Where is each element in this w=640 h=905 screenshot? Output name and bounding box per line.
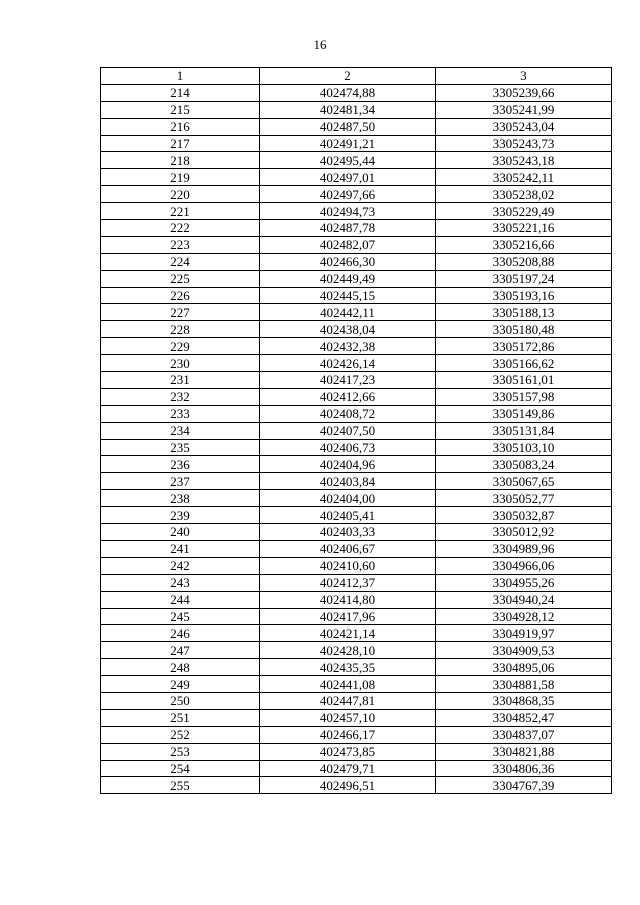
- point-number-cell: 229: [101, 338, 260, 355]
- x-coordinate-cell: 402449,49: [260, 270, 436, 287]
- y-coordinate-cell: 3305193,16: [436, 287, 612, 304]
- y-coordinate-cell: 3305131,84: [436, 422, 612, 439]
- table-row: [101, 388, 612, 405]
- table-row: [101, 591, 612, 608]
- table-row: [101, 760, 612, 777]
- point-number-cell: 233: [101, 405, 260, 422]
- y-coordinate-cell: 3305221,16: [436, 220, 612, 237]
- table-row: [101, 574, 612, 591]
- y-coordinate-cell: 3305103,10: [436, 439, 612, 456]
- table-row: [101, 372, 612, 389]
- point-number-cell: 220: [101, 186, 260, 203]
- x-coordinate-cell: 402412,66: [260, 388, 436, 405]
- x-coordinate-cell: 402435,35: [260, 659, 436, 676]
- point-number-cell: 222: [101, 220, 260, 237]
- y-coordinate-cell: 3304767,39: [436, 777, 612, 794]
- x-coordinate-cell: 402497,01: [260, 169, 436, 186]
- x-coordinate-cell: 402403,33: [260, 524, 436, 541]
- table-row: [101, 659, 612, 676]
- y-coordinate-cell: 3304928,12: [436, 608, 612, 625]
- y-coordinate-cell: 3305238,02: [436, 186, 612, 203]
- point-number-cell: 242: [101, 557, 260, 574]
- table-row: [101, 304, 612, 321]
- y-coordinate-cell: 3304989,96: [436, 540, 612, 557]
- point-number-cell: 247: [101, 642, 260, 659]
- table-row: [101, 777, 612, 794]
- table-row: [101, 524, 612, 541]
- x-coordinate-cell: 402405,41: [260, 507, 436, 524]
- table-row: [101, 270, 612, 287]
- point-number-cell: 243: [101, 574, 260, 591]
- point-number-cell: 228: [101, 321, 260, 338]
- table-row: [101, 608, 612, 625]
- point-number-cell: 244: [101, 591, 260, 608]
- x-coordinate-cell: 402447,81: [260, 692, 436, 709]
- y-coordinate-cell: 3305157,98: [436, 388, 612, 405]
- table-row: [101, 709, 612, 726]
- y-coordinate-cell: 3304955,26: [436, 574, 612, 591]
- table-row: [101, 287, 612, 304]
- x-coordinate-cell: 402496,51: [260, 777, 436, 794]
- point-number-cell: 240: [101, 524, 260, 541]
- point-number-cell: 255: [101, 777, 260, 794]
- point-number-cell: 249: [101, 676, 260, 693]
- y-coordinate-cell: 3304821,88: [436, 743, 612, 760]
- x-coordinate-cell: 402466,30: [260, 253, 436, 270]
- point-number-cell: 230: [101, 355, 260, 372]
- x-coordinate-cell: 402494,73: [260, 203, 436, 220]
- point-number-cell: 237: [101, 473, 260, 490]
- table-row: [101, 456, 612, 473]
- point-number-cell: 241: [101, 540, 260, 557]
- x-coordinate-cell: 402487,78: [260, 220, 436, 237]
- point-number-cell: 221: [101, 203, 260, 220]
- x-coordinate-cell: 402491,21: [260, 135, 436, 152]
- table-row: [101, 625, 612, 642]
- x-coordinate-cell: 402404,96: [260, 456, 436, 473]
- y-coordinate-cell: 3305083,24: [436, 456, 612, 473]
- x-coordinate-cell: 402438,04: [260, 321, 436, 338]
- table-body: [101, 84, 612, 793]
- table-row: [101, 253, 612, 270]
- x-coordinate-cell: 402421,14: [260, 625, 436, 642]
- y-coordinate-cell: 3304909,53: [436, 642, 612, 659]
- y-coordinate-cell: 3305243,18: [436, 152, 612, 169]
- table-row: [101, 186, 612, 203]
- y-coordinate-cell: 3305172,86: [436, 338, 612, 355]
- y-coordinate-cell: 3305239,66: [436, 84, 612, 101]
- x-coordinate-cell: 402445,15: [260, 287, 436, 304]
- y-coordinate-cell: 3305032,87: [436, 507, 612, 524]
- table-row: [101, 642, 612, 659]
- point-number-cell: 231: [101, 372, 260, 389]
- point-number-cell: 252: [101, 726, 260, 743]
- table-row: [101, 152, 612, 169]
- table-row: [101, 84, 612, 101]
- x-coordinate-cell: 402404,00: [260, 490, 436, 507]
- point-number-cell: 235: [101, 439, 260, 456]
- table-row: [101, 135, 612, 152]
- y-coordinate-cell: 3305216,66: [436, 236, 612, 253]
- table-row: [101, 743, 612, 760]
- x-coordinate-cell: 402479,71: [260, 760, 436, 777]
- x-coordinate-cell: 402457,10: [260, 709, 436, 726]
- point-number-cell: 223: [101, 236, 260, 253]
- coordinates-table: [100, 67, 612, 794]
- point-number-cell: 215: [101, 101, 260, 118]
- table-row: [101, 355, 612, 372]
- table-row: [101, 405, 612, 422]
- y-coordinate-cell: 3305242,11: [436, 169, 612, 186]
- x-coordinate-cell: 402497,66: [260, 186, 436, 203]
- point-number-cell: 234: [101, 422, 260, 439]
- column-header: 3: [436, 68, 612, 85]
- y-coordinate-cell: 3305012,92: [436, 524, 612, 541]
- point-number-cell: 225: [101, 270, 260, 287]
- x-coordinate-cell: 402482,07: [260, 236, 436, 253]
- table-row: [101, 101, 612, 118]
- point-number-cell: 238: [101, 490, 260, 507]
- table-row: [101, 676, 612, 693]
- x-coordinate-cell: 402481,34: [260, 101, 436, 118]
- y-coordinate-cell: 3305208,88: [436, 253, 612, 270]
- point-number-cell: 254: [101, 760, 260, 777]
- table-row: [101, 692, 612, 709]
- x-coordinate-cell: 402408,72: [260, 405, 436, 422]
- column-header: 1: [101, 68, 260, 85]
- x-coordinate-cell: 402403,84: [260, 473, 436, 490]
- point-number-cell: 245: [101, 608, 260, 625]
- y-coordinate-cell: 3305243,04: [436, 118, 612, 135]
- page-number: 16: [313, 37, 327, 52]
- table-row: [101, 473, 612, 490]
- x-coordinate-cell: 402410,60: [260, 557, 436, 574]
- y-coordinate-cell: 3305243,73: [436, 135, 612, 152]
- table-row: [101, 169, 612, 186]
- point-number-cell: 239: [101, 507, 260, 524]
- y-coordinate-cell: 3305067,65: [436, 473, 612, 490]
- x-coordinate-cell: 402473,85: [260, 743, 436, 760]
- y-coordinate-cell: 3304881,58: [436, 676, 612, 693]
- x-coordinate-cell: 402466,17: [260, 726, 436, 743]
- table-row: [101, 321, 612, 338]
- y-coordinate-cell: 3305188,13: [436, 304, 612, 321]
- y-coordinate-cell: 3305161,01: [436, 372, 612, 389]
- y-coordinate-cell: 3304868,35: [436, 692, 612, 709]
- table-row: [101, 118, 612, 135]
- x-coordinate-cell: 402495,44: [260, 152, 436, 169]
- y-coordinate-cell: 3304806,36: [436, 760, 612, 777]
- point-number-cell: 232: [101, 388, 260, 405]
- x-coordinate-cell: 402406,73: [260, 439, 436, 456]
- table-row: [101, 236, 612, 253]
- y-coordinate-cell: 3305229,49: [436, 203, 612, 220]
- y-coordinate-cell: 3305241,99: [436, 101, 612, 118]
- point-number-cell: 218: [101, 152, 260, 169]
- y-coordinate-cell: 3305166,62: [436, 355, 612, 372]
- y-coordinate-cell: 3304837,07: [436, 726, 612, 743]
- table-row: [101, 203, 612, 220]
- x-coordinate-cell: 402414,80: [260, 591, 436, 608]
- column-header: 2: [260, 68, 436, 85]
- point-number-cell: 214: [101, 84, 260, 101]
- point-number-cell: 250: [101, 692, 260, 709]
- y-coordinate-cell: 3304895,06: [436, 659, 612, 676]
- x-coordinate-cell: 402417,23: [260, 372, 436, 389]
- point-number-cell: 216: [101, 118, 260, 135]
- point-number-cell: 219: [101, 169, 260, 186]
- point-number-cell: 253: [101, 743, 260, 760]
- x-coordinate-cell: 402412,37: [260, 574, 436, 591]
- y-coordinate-cell: 3304919,97: [436, 625, 612, 642]
- point-number-cell: 226: [101, 287, 260, 304]
- table-row: [101, 490, 612, 507]
- x-coordinate-cell: 402428,10: [260, 642, 436, 659]
- y-coordinate-cell: 3305180,48: [436, 321, 612, 338]
- x-coordinate-cell: 402406,67: [260, 540, 436, 557]
- y-coordinate-cell: 3304940,24: [436, 591, 612, 608]
- y-coordinate-cell: 3305197,24: [436, 270, 612, 287]
- point-number-cell: 246: [101, 625, 260, 642]
- point-number-cell: 217: [101, 135, 260, 152]
- y-coordinate-cell: 3305149,86: [436, 405, 612, 422]
- point-number-cell: 224: [101, 253, 260, 270]
- y-coordinate-cell: 3305052,77: [436, 490, 612, 507]
- x-coordinate-cell: 402474,88: [260, 84, 436, 101]
- point-number-cell: 236: [101, 456, 260, 473]
- x-coordinate-cell: 402487,50: [260, 118, 436, 135]
- table-header-row: [101, 68, 612, 85]
- table-row: [101, 507, 612, 524]
- table-row: [101, 220, 612, 237]
- table-row: [101, 422, 612, 439]
- x-coordinate-cell: 402432,38: [260, 338, 436, 355]
- x-coordinate-cell: 402407,50: [260, 422, 436, 439]
- table-row: [101, 439, 612, 456]
- x-coordinate-cell: 402426,14: [260, 355, 436, 372]
- x-coordinate-cell: 402442,11: [260, 304, 436, 321]
- x-coordinate-cell: 402417,96: [260, 608, 436, 625]
- point-number-cell: 227: [101, 304, 260, 321]
- table-row: [101, 557, 612, 574]
- table-row: [101, 726, 612, 743]
- table-row: [101, 338, 612, 355]
- y-coordinate-cell: 3304966,06: [436, 557, 612, 574]
- y-coordinate-cell: 3304852,47: [436, 709, 612, 726]
- point-number-cell: 251: [101, 709, 260, 726]
- table-row: [101, 540, 612, 557]
- x-coordinate-cell: 402441,08: [260, 676, 436, 693]
- point-number-cell: 248: [101, 659, 260, 676]
